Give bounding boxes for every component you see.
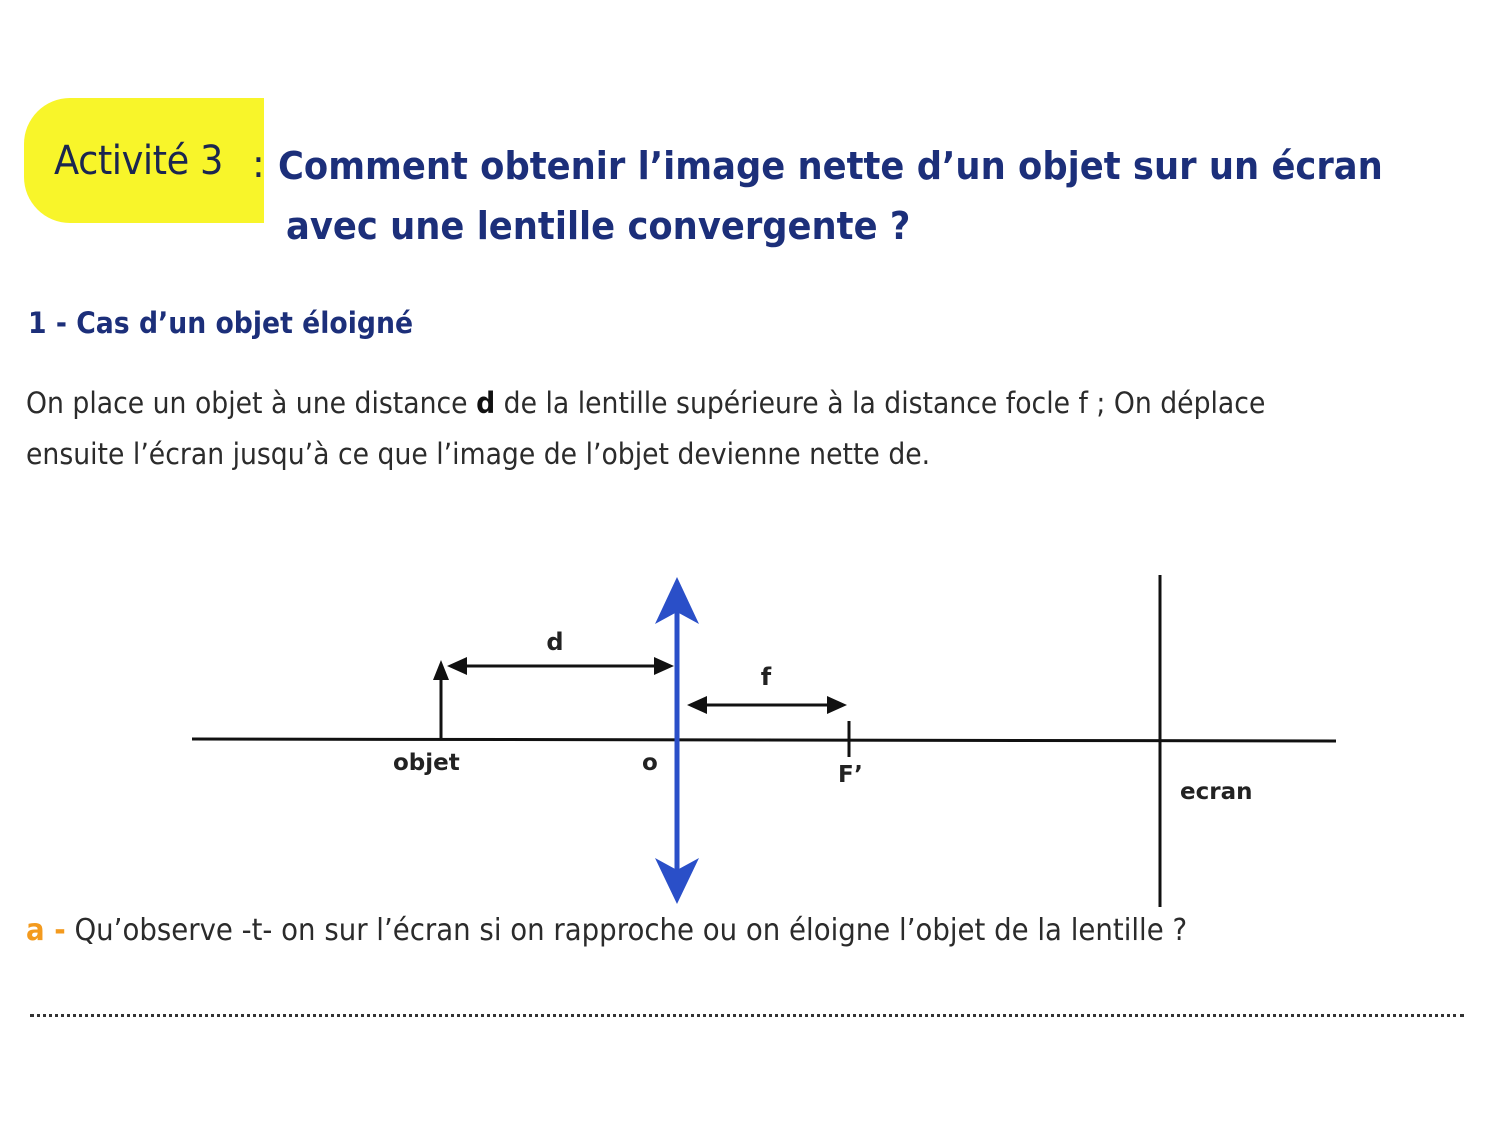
page-title-line-2: avec une lentille convergente ? — [286, 204, 911, 248]
question-a — [26, 913, 1187, 948]
page-title-line-1: Comment obtenir l’image nette d’un objet sur un écran — [278, 144, 1383, 188]
paragraph-line-1-end: de la lentille supérieure à la distance focle f ; On déplace — [495, 386, 1266, 420]
label-objet: objet — [393, 750, 460, 776]
optical-axis — [192, 739, 1336, 741]
label-focal-point: F’ — [838, 762, 863, 788]
focal-f-right-head — [827, 696, 847, 714]
paragraph-distance-symbol: d — [476, 386, 496, 420]
question-letter: a - — [26, 913, 66, 948]
paragraph-line-1-start: On place un objet à une distance — [26, 386, 477, 420]
label-ecran: ecran — [1180, 779, 1253, 805]
label-o: o — [642, 750, 658, 776]
distance-d-left-head — [447, 657, 467, 675]
answer-dotted-line[interactable] — [30, 1014, 1464, 1017]
question-text: Qu’observe -t- on sur l’écran si on rapproche ou on éloigne l’objet de la lentille ? — [65, 913, 1188, 948]
distance-d-right-head — [654, 657, 674, 675]
label-d: d — [546, 628, 564, 656]
focal-f-left-head — [687, 696, 707, 714]
activity-colon: : — [252, 142, 265, 186]
object-arrow-head — [433, 660, 449, 680]
section-heading: 1 - Cas d’un objet éloigné — [28, 306, 414, 340]
paragraph-line-2: ensuite l’écran jusqu’à ce que l’image de l’objet devienne nette de. — [26, 437, 931, 471]
label-f: f — [760, 663, 772, 691]
activity-label: Activité 3 — [54, 138, 224, 184]
